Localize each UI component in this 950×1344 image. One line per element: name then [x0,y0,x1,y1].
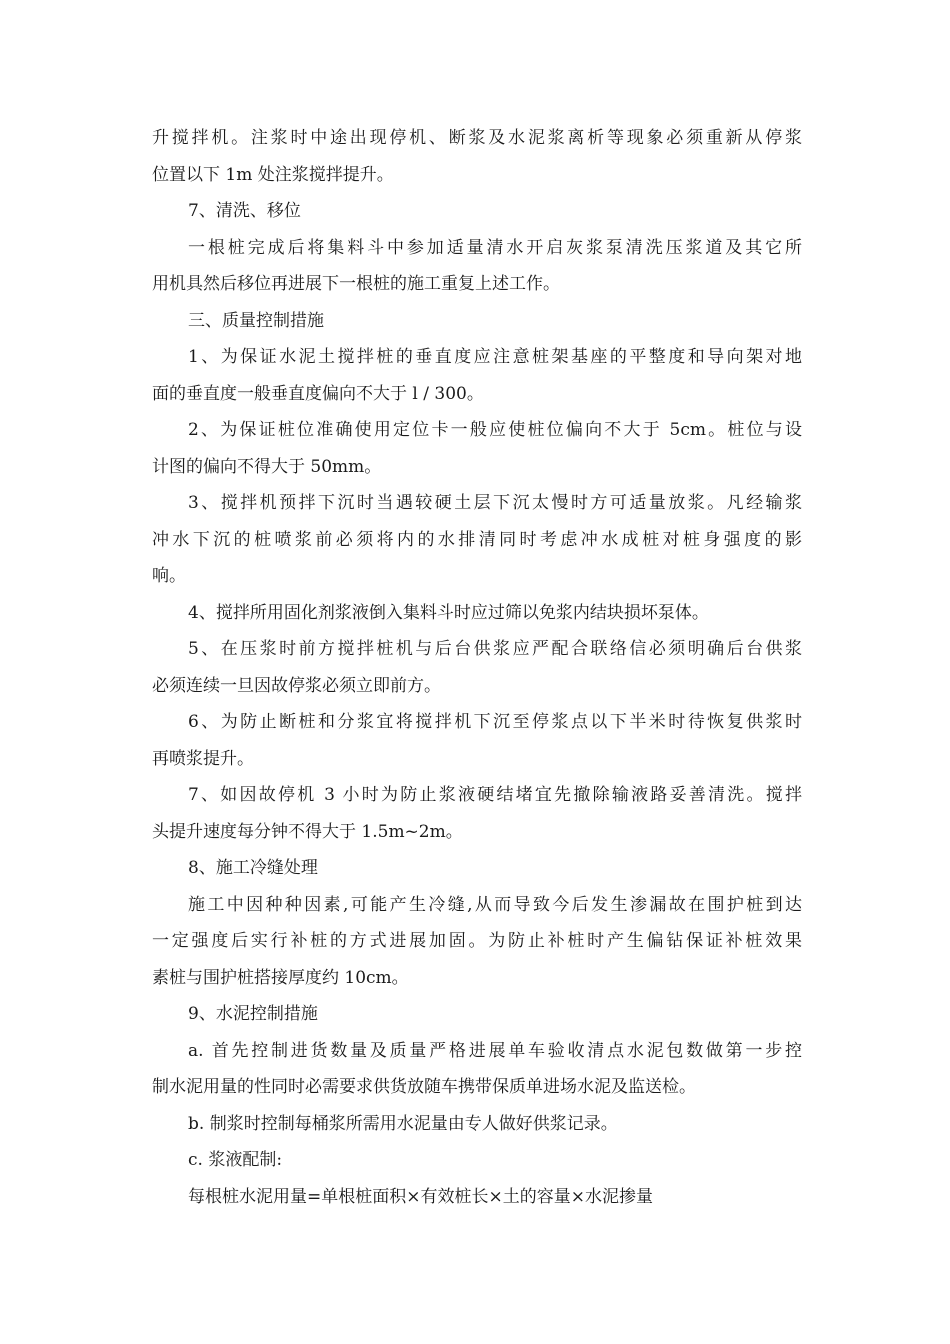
text-line: 7、清洗、移位 [188,201,301,221]
text-line: c. 浆液配制: [188,1150,283,1170]
text-line: 施工中因种种因素,可能产生冷缝,从而导致今后发生渗漏故在围护桩到达 [188,894,802,915]
document-body [152,120,802,1215]
text-line: a. 首先控制进货数量及质量严格进展单车验收清点水泥包数做第一步控 [188,1040,802,1061]
text-line: 每根桩水泥用量=单根桩面积×有效桩长×土的容量×水泥掺量 [188,1186,653,1207]
text-line: 9、水泥控制措施 [188,1004,318,1024]
text-line: 冲水下沉的桩喷浆前必须将内的水排清同时考虑冲水成桩对桩身强度的影 [152,529,802,550]
text-line: 素桩与围护桩搭接厚度约 10cm。 [152,967,409,988]
text-line: 4、搅拌所用固化剂浆液倒入集料斗时应过筛以免浆内结块损坏泵体。 [188,602,709,623]
text-line: 一根桩完成后将集料斗中参加适量清水开启灰浆泵清洗压浆道及其它所 [188,237,802,258]
text-line: 响。 [152,566,186,586]
text-line: 必须连续一旦因故停浆必须立即前方。 [152,675,441,696]
text-line: 5、在压浆时前方搅拌桩机与后台供浆应严配合联络信必须明确后台供浆 [188,639,802,659]
text-line: 再喷浆提升。 [152,748,254,769]
text-line: 三、质量控制措施 [188,310,324,331]
text-line: 用机具然后移位再进展下一根桩的施工重复上述工作。 [152,274,560,294]
text-line: 制水泥用量的性同时必需要求供货放随车携带保质单进场水泥及监送检。 [152,1077,696,1097]
text-line: 头提升速度每分钟不得大于 1.5m~2m。 [152,821,463,842]
text-line: 面的垂直度一般垂直度偏向不大于 l / 300。 [152,383,484,404]
text-line: 8、施工冷缝处理 [188,858,318,878]
text-line: 7、如因故停机 3 小时为防止浆液硬结堵宜先撤除输液路妥善清洗。搅拌 [188,785,802,805]
text-line: 1、为保证水泥土搅拌桩的垂直度应注意桩架基座的平整度和导向架对地 [188,347,802,367]
text-line: b. 制浆时控制每桶浆所需用水泥量由专人做好供浆记录。 [188,1113,618,1134]
text-line: 6、为防止断桩和分浆宜将搅拌机下沉至停浆点以下半米时待恢复供浆时 [188,712,802,732]
text-line: 2、为保证桩位准确使用定位卡一般应使桩位偏向不大于 5cm。桩位与设 [188,420,802,440]
text-line: 位置以下 1m 处注浆搅拌提升。 [152,164,394,185]
text-line: 计图的偏向不得大于 50mm。 [152,456,382,477]
text-line: 3、搅拌机预拌下沉时当遇较硬土层下沉太慢时方可适量放浆。凡经输浆 [188,493,802,513]
text-line: 升搅拌机。注浆时中途出现停机、断浆及水泥浆离析等现象必须重新从停浆 [152,128,802,148]
text-line: 一定强度后实行补桩的方式进展加固。为防止补桩时产生偏钻保证补桩效果 [152,931,802,951]
